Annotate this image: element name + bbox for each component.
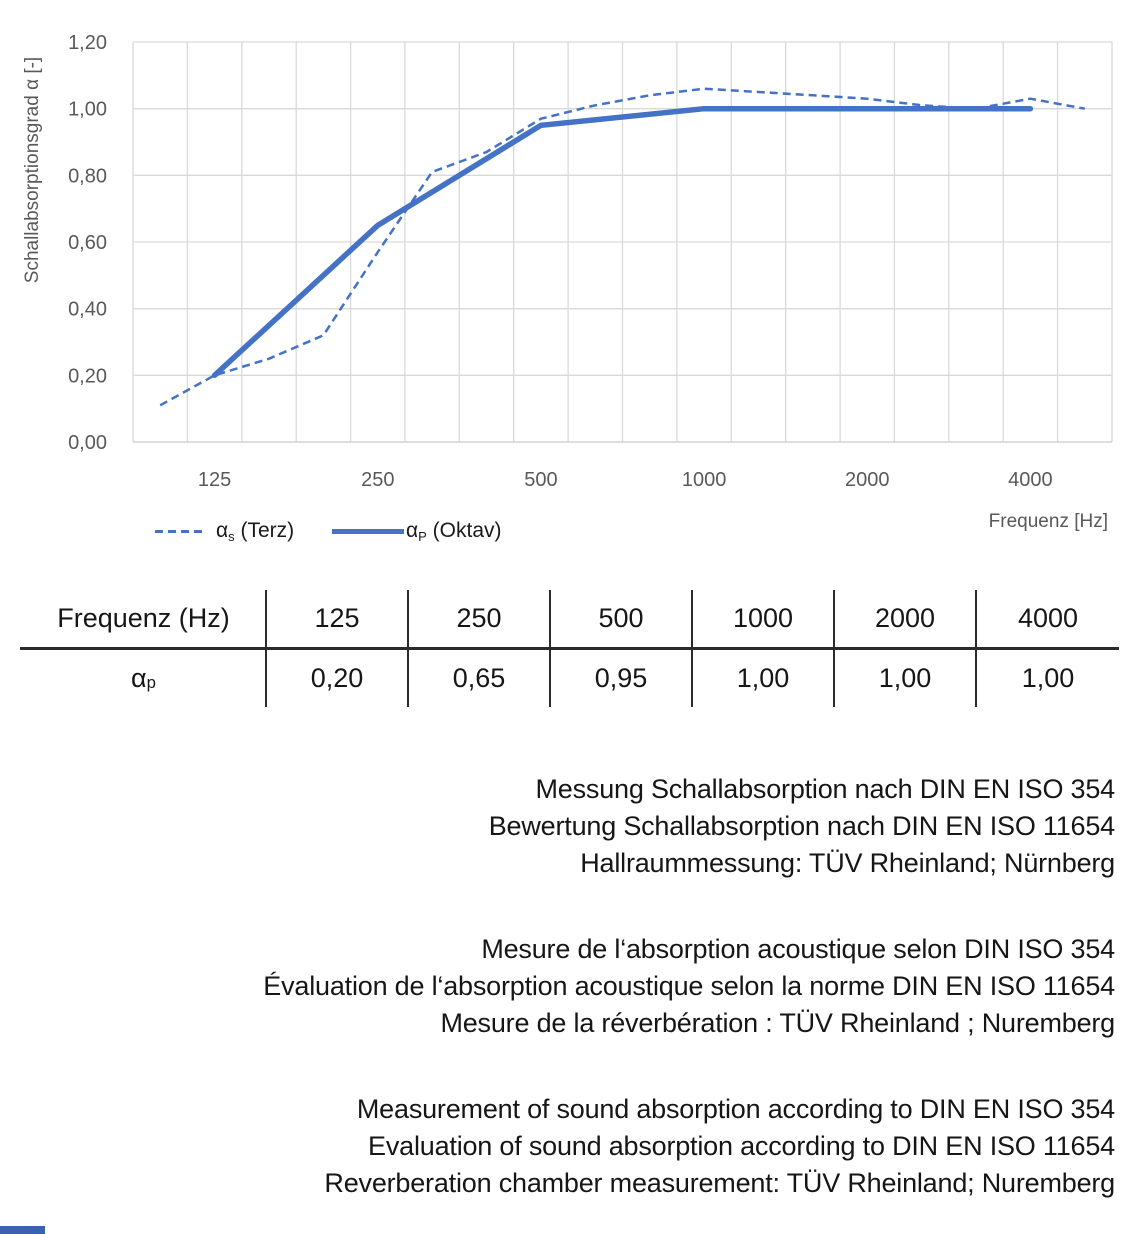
x-tick-label: 4000 [1008, 469, 1053, 491]
table-value-2000: 1,00 [835, 650, 977, 707]
note-line: Mesure de la réverbération : TÜV Rheinland ; Nuremberg [440, 1008, 1115, 1038]
note-block-german [60, 771, 1115, 882]
y-tick-label: 1,00 [68, 98, 107, 121]
note-line: Reverberation chamber measurement: TÜV Rheinland; Nuremberg [324, 1168, 1115, 1198]
note-line: Évaluation de l‘absorption acoustique selon la norme DIN EN ISO 11654 [263, 971, 1115, 1001]
table-value-500: 0,95 [551, 650, 693, 707]
table-header-1000: 1000 [693, 590, 835, 650]
legend-item-oktav [332, 518, 502, 544]
table-value-1000: 1,00 [693, 650, 835, 707]
note-line: Mesure de l‘absorption acoustique selon DIN ISO 354 [481, 934, 1115, 964]
table-value-250: 0,65 [409, 650, 551, 707]
note-block-french [60, 931, 1115, 1042]
x-axis-title: Frequenz [Hz] [988, 511, 1108, 532]
table-header-250: 250 [409, 590, 551, 650]
y-tick-label: 0,20 [68, 365, 107, 388]
y-tick-label: 0,60 [68, 232, 107, 254]
x-tick-label: 1000 [681, 469, 727, 491]
table-header-4000: 4000 [977, 590, 1119, 650]
note-line: Measurement of sound absorption according to DIN EN ISO 354 [356, 1094, 1115, 1124]
legend-item-terz [155, 518, 294, 544]
note-line: Hallraummessung: TÜV Rheinland; Nürnberg [580, 848, 1115, 878]
x-tick-label: 250 [361, 469, 395, 491]
table-header-2000: 2000 [835, 590, 977, 650]
table-header-500: 500 [551, 590, 693, 650]
table-value-125: 0,20 [265, 650, 409, 707]
legend-label-terz: αs (Terz) [216, 519, 295, 544]
y-tick-label: 0,40 [68, 298, 107, 321]
y-tick-label: 1,20 [68, 32, 107, 54]
absorption-line-chart [0, 0, 1135, 560]
note-line: Messung Schallabsorption nach DIN EN ISO 354 [535, 774, 1115, 804]
y-tick-label: 0,80 [68, 165, 107, 188]
table-header-125: 125 [265, 590, 409, 650]
note-line: Bewertung Schallabsorption nach DIN EN ISO 11654 [488, 811, 1115, 841]
y-tick-label: 0,00 [68, 432, 107, 454]
note-line: Evaluation of sound absorption according to DIN EN ISO 11654 [368, 1131, 1115, 1161]
y-axis-title: Schallabsorptionsgrad α [-] [22, 56, 43, 284]
note-block-english [60, 1091, 1115, 1202]
solid-line-sample [332, 529, 404, 534]
x-tick-label: 125 [197, 469, 232, 491]
table-row-label-alpha-p: α p [131, 663, 156, 693]
table-value-4000: 1,00 [1021, 663, 1075, 693]
legend-label-oktav: αP (Oktav) [406, 519, 502, 544]
accent-bar [0, 1226, 45, 1234]
dashed-line-sample [155, 530, 207, 533]
absorption-table [20, 590, 1119, 707]
x-tick-label: 500 [524, 469, 558, 491]
table-header-frequency: Frequenz (Hz) [20, 590, 267, 650]
x-tick-label: 2000 [845, 469, 890, 491]
